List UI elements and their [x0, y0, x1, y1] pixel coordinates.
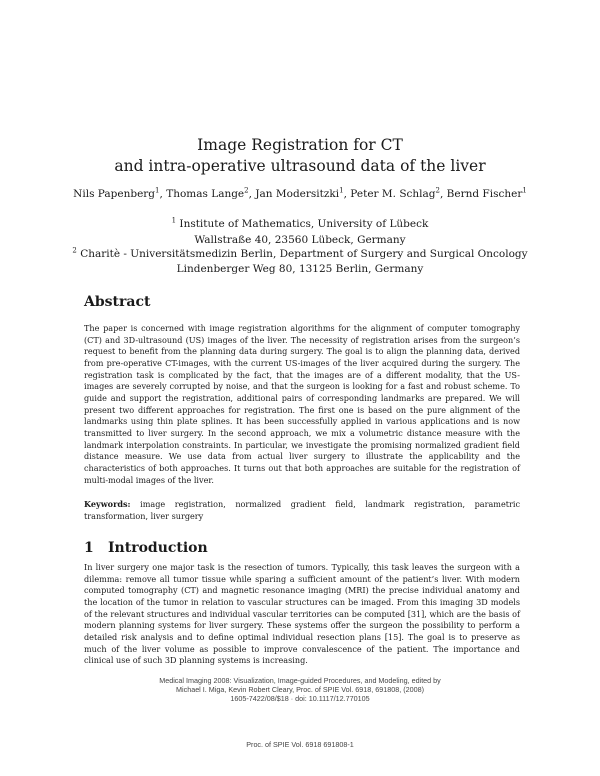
section-heading-introduction — [84, 540, 208, 556]
affiliation-1-name: $^1$ Institute of Mathematics, University of Lübeck — [171, 216, 429, 230]
author: Peter M. Schlag$^2$, — [350, 186, 447, 200]
author-list — [0, 188, 600, 200]
page-reference: Proc. of SPIE Vol. 6918 691808-1 — [246, 740, 354, 749]
abstract-body: The paper is concerned with image registration algorithms for the alignment of computer tomography (CT) and 3D-ultrasound (US) images of the liver. The necessity of registration arises from the surgeon’s request to benefit from the planning data during surgery. The goal is to align the planning data, derived from pre-operative CT-images, with the current US-images of the liver acquired during the surgery. The registration task is complicated by the fact, that the images are of a different modality, that the US-images are severely corrupted by noise, and that the surgeon is looking for a fast and robust scheme. To guide and support the registration, additional pairs of corresponding landmarks are prepared. We will present two different approaches for registration. The first one is based on the pure alignment of the landmarks using thin plate splines. It has been successfully applied in various applications and is now transmitted to liver surgery. In the second approach, we mix a volumetric distance measure with the landmark interpolation constraints. In particular, we investigate the promising normalized gradient field distance measure. We use data from actual liver surgery to illustrate the applicability and the characteristics of both approaches. It turns out that both approaches are suitable for the registration of multi-modal images of the liver. — [84, 323, 520, 485]
affiliation-1-address: Wallstraße 40, 23560 Lübeck, Germany — [194, 234, 406, 246]
affiliation-2-name: $^2$ Charitè - Universitätsmedizin Berlin, Department of Surgery and Surgical Oncology — [72, 246, 528, 260]
section-number: 1 — [84, 540, 94, 556]
author: Thomas Lange$^2$, — [166, 186, 256, 200]
abstract-heading: Abstract — [84, 294, 151, 310]
footnote-line: Medical Imaging 2008: Visualization, Image-guided Procedures, and Modeling, edited by — [159, 676, 441, 685]
paper-title-line-2: and intra-operative ultrasound data of the liver — [114, 157, 486, 175]
keywords-label: Keywords: — [84, 499, 131, 509]
affiliation-2-address: Lindenberger Weg 80, 13125 Berlin, Germany — [176, 263, 424, 275]
introduction-body: In liver surgery one major task is the resection of tumors. Typically, this task leaves the surgeon with a dilemma: remove all tumor tissue while sparing a sufficient amount of the patient’s liver. With modern computed tomography (CT) and magnetic resonance imaging (MRI) the precise individual anatomy and the location of the tumor in relation to vascular structures can be imaged. From this imaging 3D models of the relevant structures and individual vascular territories can be computed [31], which are the basis of modern planning systems for liver surgery. These systems offer the surgeon the possibility to perform a detailed risk analysis and to define optimal individual resection plans [15]. The goal is to preserve as much of the liver volume as possible to improve convalescence of the patient. The importance and clinical use of such 3D planning systems is increasing. — [84, 562, 520, 666]
keywords-text: image registration, normalized gradient field, landmark registration, parametric transformation, liver surgery — [84, 499, 520, 521]
footnote-line: Michael I. Miga, Kevin Robert Cleary, Proc. of SPIE Vol. 6918, 691808, (2008) — [176, 684, 424, 694]
author: Nils Papenberg$^1$, — [73, 186, 167, 200]
section-title: Introduction — [108, 540, 208, 556]
author: Bernd Fischer$^1$ — [446, 186, 527, 200]
publication-footnote — [0, 677, 600, 704]
paper-title-line-1: Image Registration for CT — [197, 136, 403, 154]
author: Jan Modersitzki$^1$, — [255, 186, 351, 200]
keywords — [84, 499, 520, 522]
footnote-line: 1605-7422/08/$18 · doi: 10.1117/12.770105 — [230, 693, 370, 703]
